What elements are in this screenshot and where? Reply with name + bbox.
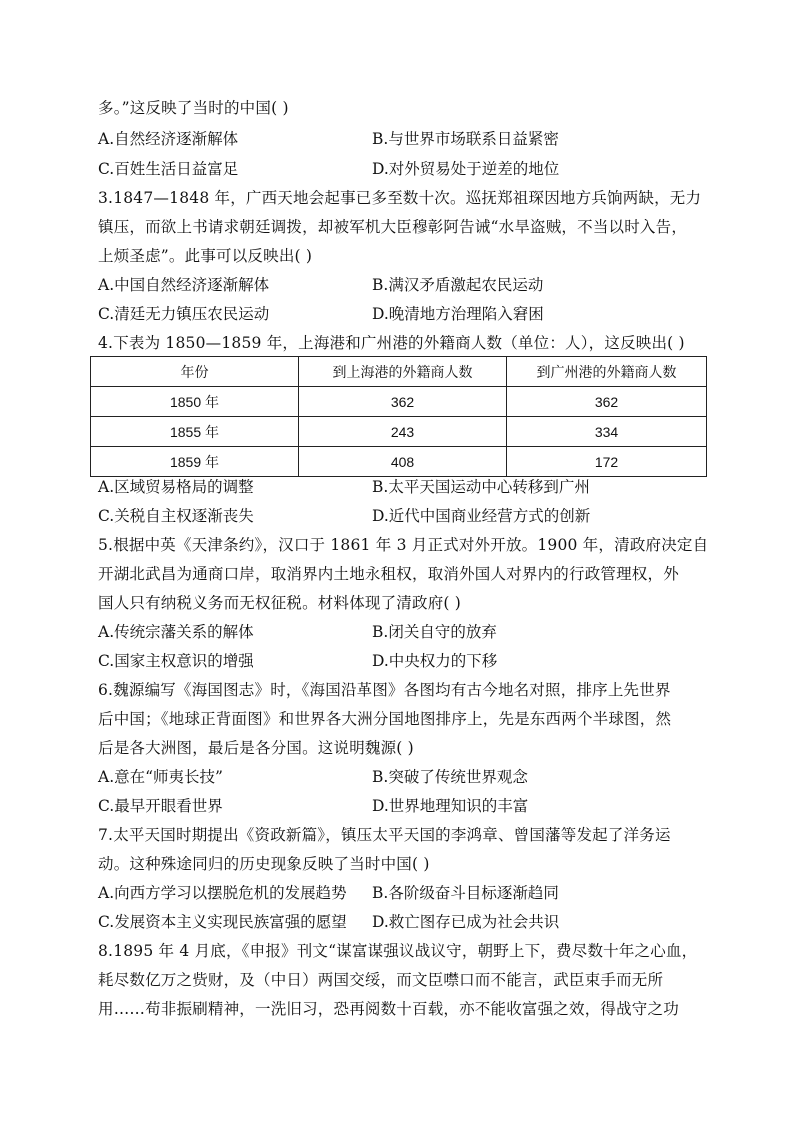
table-cell: 362: [507, 387, 707, 417]
table-cell: 362: [299, 387, 507, 417]
merchant-count-table: [90, 356, 707, 477]
table-row: [91, 387, 707, 417]
question-5-line-2: 开湖北武昌为通商口岸，取消界内土地永租权，取消外国人对界内的行政管理权，外: [98, 565, 679, 583]
table-row: [91, 417, 707, 447]
q3-option-c: C.清廷无力镇压农民运动: [98, 305, 270, 323]
question-3-line-2: 镇压，而欲上书请求朝廷调拨，却被军机大臣穆彰阿告诫“水旱盗贼，不当以时入告，: [98, 218, 688, 236]
table-header-cell: 到广州港的外籍商人数: [507, 357, 707, 387]
table-cell: 243: [299, 417, 507, 447]
table-cell: 1850 年: [91, 387, 299, 417]
table-cell: 408: [299, 447, 507, 477]
table-cell: 172: [507, 447, 707, 477]
q4-option-c: C.关税自主权逐渐丧失: [98, 507, 254, 525]
q7-option-b: B.各阶级奋斗目标逐渐趋同: [372, 884, 559, 902]
question-6-line-1: 6.魏源编写《海国图志》时，《海国沿革图》各图均有古今地名对照，排序上先世界: [98, 681, 671, 699]
question-8-line-2: 耗尽数亿万之赀财，及（中日）两国交绥，而文臣噤口而不能言，武臣束手而无所: [98, 971, 664, 989]
q4-option-d: D.近代中国商业经营方式的创新: [372, 507, 591, 525]
question-5-line-1: 5.根据中英《天津条约》，汉口于 1861 年 3 月正式对外开放。1900 年，清政府决定自: [98, 536, 709, 554]
q2-option-d: D.对外贸易处于逆差的地位: [372, 160, 560, 178]
q6-option-c: C.最早开眼看世界: [98, 797, 223, 815]
q3-option-b: B.满汉矛盾激起农民运动: [372, 276, 544, 294]
question-4-stem: 4.下表为 1850—1859 年，上海港和广州港的外籍商人数（单位：人），这反映出( ): [98, 334, 685, 352]
q3-option-d: D.晚清地方治理陷入窘困: [372, 305, 544, 323]
table-cell: 1855 年: [91, 417, 299, 447]
q2-option-a: A.自然经济逐渐解体: [98, 130, 239, 148]
question-8-line-3: 用……苟非振刷精神，一洗旧习，恐再阅数十百载，亦不能收富强之效，得战守之功: [98, 1000, 679, 1018]
q7-option-a: A.向西方学习以摆脱危机的发展趋势: [98, 884, 347, 902]
q7-option-d: D.救亡图存已成为社会共识: [372, 913, 560, 931]
q4-option-b: B.太平天国运动中心转移到广州: [372, 478, 590, 496]
q6-option-a: A.意在“师夷长技”: [98, 768, 223, 786]
q3-option-a: A.中国自然经济逐渐解体: [98, 276, 270, 294]
question-8-line-1: 8.1895 年 4 月底，《申报》刊文“谋富谋强议战议守，朝野上下，费尽数十年之心血，: [98, 942, 698, 960]
table-header-row: [91, 357, 707, 387]
q2-option-b: B.与世界市场联系日益紧密: [372, 130, 559, 148]
table-row: [91, 447, 707, 477]
q5-option-c: C.国家主权意识的增强: [98, 652, 254, 670]
question-7-line-1: 7.太平天国时期提出《资政新篇》，镇压太平天国的李鸿章、曾国藩等发起了洋务运: [98, 826, 671, 844]
q5-option-d: D.中央权力的下移: [372, 652, 498, 670]
q6-option-d: D.世界地理知识的丰富: [372, 797, 529, 815]
q5-option-a: A.传统宗藩关系的解体: [98, 623, 254, 641]
question-6-line-3: 后是各大洲图，最后是各分国。这说明魏源( ): [98, 739, 414, 757]
question-2-stem-end: 多。”这反映了当时的中国( ): [98, 99, 289, 117]
question-5-line-3: 国人只有纳税义务而无权征税。材料体现了清政府( ): [98, 594, 462, 612]
table-header-cell: 到上海港的外籍商人数: [299, 357, 507, 387]
q7-option-c: C.发展资本主义实现民族富强的愿望: [98, 913, 347, 931]
question-6-line-2: 后中国；《地球正背面图》和世界各大洲分国地图排序上，先是东西两个半球图，然: [98, 710, 672, 728]
table-cell: 334: [507, 417, 707, 447]
question-3-line-3: 上烦圣虑”。此事可以反映出( ): [98, 247, 313, 265]
q4-option-a: A.区域贸易格局的调整: [98, 478, 254, 496]
q2-option-c: C.百姓生活日益富足: [98, 160, 239, 178]
q6-option-b: B.突破了传统世界观念: [372, 768, 528, 786]
question-7-line-2: 动。这种殊途同归的历史现象反映了当时中国( ): [98, 855, 430, 873]
question-3-line-1: 3.1847—1848 年，广西天地会起事已多至数十次。巡抚郑祖琛因地方兵饷两缺，无力: [98, 189, 702, 207]
table-cell: 1859 年: [91, 447, 299, 477]
table-header-cell: 年份: [91, 357, 299, 387]
q5-option-b: B.闭关自守的放弃: [372, 623, 497, 641]
